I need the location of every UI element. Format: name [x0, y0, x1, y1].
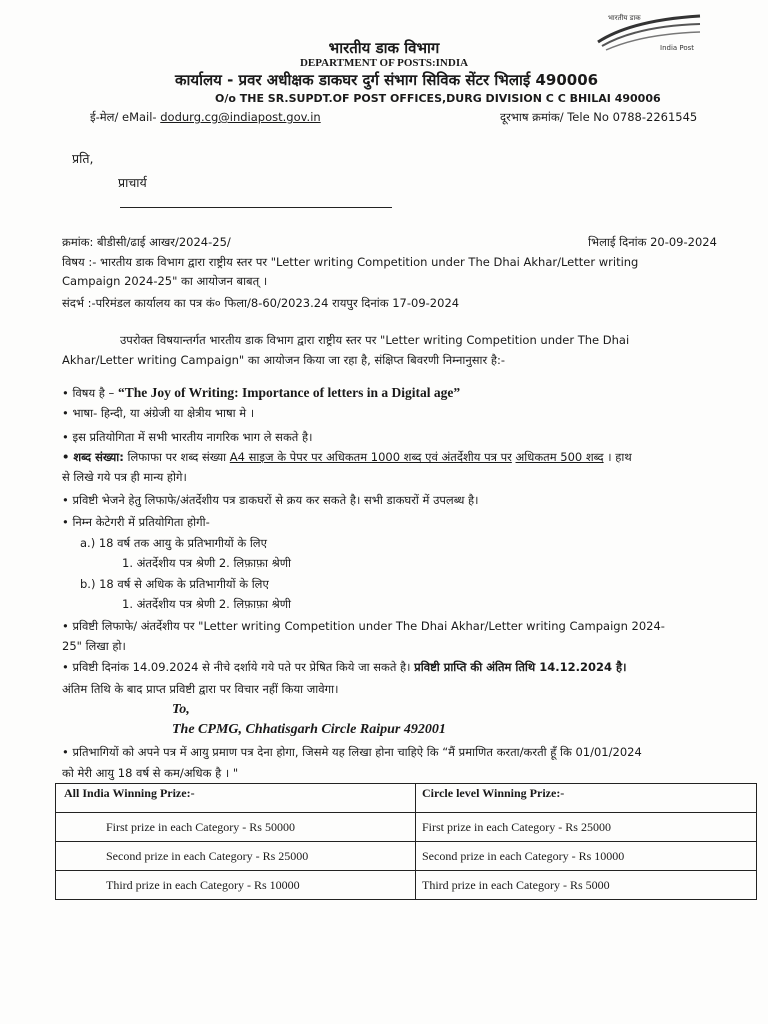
marking-line-2: 25" लिखा हो।	[62, 639, 126, 653]
letter-date: भिलाई दिनांक 20-09-2024	[588, 235, 717, 249]
email-row	[90, 110, 321, 125]
dates-line-2: अंतिम तिथि के बाद प्राप्त प्रविष्टी द्वारा पर विचार नहीं किया जावेगा।	[62, 682, 339, 696]
department-hindi-title: भारतीय डाक विभाग	[328, 39, 440, 57]
all-india-header: All India Winning Prize:-	[56, 784, 416, 813]
circle-second-prize: Second prize in each Category - Rs 10000	[416, 842, 757, 871]
category-a-items: 1. अंतर्देशीय पत्र श्रेणी 2. लिफ़ाफ़ा श्रेणी	[122, 556, 292, 570]
word-limit-line-2: से लिखे गये पत्र ही मान्य होगे।	[62, 470, 187, 484]
topic-title: “The Joy of Writing: Importance of letters in a Digital age”	[117, 385, 461, 400]
prati-label: प्रति,	[72, 151, 94, 166]
table-row	[56, 871, 757, 900]
category-b: b.) 18 वर्ष से अधिक के प्रतिभागीयों के लिए	[80, 577, 269, 591]
subject-line-1: विषय :- भारतीय डाक विभाग द्वारा राष्ट्रीय स्तर पर "Letter writing Competition under The Dhai Akhar/Letter writing	[62, 255, 639, 269]
department-english-title: DEPARTMENT OF POSTS:INDIA	[299, 57, 469, 69]
letter-number: क्रमांक: बीडीसी/ढाई आखर/2024-25/	[62, 235, 231, 249]
dates-point	[62, 660, 626, 675]
category-b-items: 1. अंतर्देशीय पत्र श्रेणी 2. लिफ़ाफ़ा श्रेणी	[122, 597, 292, 611]
word-limit-label: • शब्द संख्या:	[62, 450, 124, 464]
marking-line-1: • प्रविष्टी लिफाफे/ अंतर्देशीय पर "Letter writing Competition under The Dhai Akhar/Letter writing Campaign 2024-	[62, 619, 665, 633]
language-point: • भाषा- हिन्दी, या अंग्रेजी या क्षेत्रीय भाषा मे ।	[62, 406, 255, 420]
email-label: ई-मेल/ eMail-	[90, 110, 161, 124]
word-limit-point	[62, 450, 632, 465]
addressee-blank-line	[120, 207, 392, 208]
reference-line: संदर्भ :-परिमंडल कार्यालय का पत्र कं० फिला/8-60/2023.24 रायपुर दिनांक 17-09-2024	[62, 296, 460, 310]
topic-point	[62, 385, 460, 401]
age-line-1: • प्रतिभागियों को अपने पत्र में आयु प्रमाण पत्र देना होगा, जिसमे यह लिखा होना चाहिऐ कि “मैं प्रमाणित करता/करती हूँ कि 01/01/2024	[62, 745, 642, 759]
table-row	[56, 842, 757, 871]
categories-point: • निम्न केटेगरी में प्रतियोगिता होगी-	[62, 515, 210, 529]
circle-third-prize: Third prize in each Category - Rs 5000	[416, 871, 757, 900]
all-india-third-prize: Third prize in each Category - Rs 10000	[56, 871, 416, 900]
prize-table	[55, 783, 757, 900]
word-limit-d: अधिकतम 500 शब्द	[515, 450, 604, 464]
prize-table-header	[56, 784, 757, 813]
word-limit-a: लिफाफा पर शब्द संख्या	[123, 450, 230, 464]
dates-a: • प्रविष्टी दिनांक 14.09.2024 से नीचे दर्शाये गये पते पर प्रेषित किये जा सकते है।	[62, 660, 415, 674]
email-link[interactable]: dodurg.cg@indiapost.gov.in	[160, 110, 321, 124]
age-line-2: को मेरी आयु 18 वर्ष से कम/अधिक है । "	[62, 766, 239, 780]
envelope-point: • प्रविष्टी भेजने हेतु लिफाफे/अंतर्देशीय पत्र डाकघरों से क्रय कर सकते है। सभी डाकघरों में उपलब्ध है।	[62, 493, 479, 507]
to-label: To,	[172, 702, 190, 717]
intro-line-1: उपरोक्त विषयान्तर्गत भारतीय डाक विभाग द्वारा राष्ट्रीय स्तर पर "Letter writing Competition under The Dhai	[120, 333, 630, 347]
topic-prefix: • विषय है –	[62, 386, 118, 400]
word-limit-b: A4 साइज के पेपर पर अधिकतम 1000 शब्द एवं अंतर्देशीय पत्र पर	[229, 450, 512, 464]
cpmg-address: The CPMG, Chhatisgarh Circle Raipur 492001	[172, 722, 446, 737]
last-date: प्रविष्टी प्राप्ति की अंतिम तिथि 14.12.2024 है।	[414, 660, 627, 674]
logo-hindi-text: भारतीय डाक	[608, 14, 641, 22]
table-row	[56, 813, 757, 842]
phone-number: दूरभाष क्रमांक/ Tele No 0788-2261545	[500, 110, 698, 124]
subject-line-2: Campaign 2024-25" का आयोजन बाबत् ।	[62, 274, 268, 288]
category-a: a.) 18 वर्ष तक आयु के प्रतिभागीयों के लिए	[80, 536, 267, 550]
circle-level-header: Circle level Winning Prize:-	[416, 784, 757, 813]
office-hindi-title: कार्यालय - प्रवर अधीक्षक डाकघर दुर्ग संभाग सिविक सेंटर भिलाई 490006	[175, 71, 599, 89]
all-india-second-prize: Second prize in each Category - Rs 25000	[56, 842, 416, 871]
principal-label: प्राचार्य	[118, 175, 147, 190]
office-english-title: O/o THE SR.SUPDT.OF POST OFFICES,DURG DIVISION C C BHILAI 490006	[215, 92, 661, 105]
intro-line-2: Akhar/Letter writing Campaign" का आयोजन किया जा रहा है, संक्षिप्त बिवरणी निम्नानुसार है:-	[62, 353, 505, 367]
logo-english-text: India Post	[660, 44, 695, 52]
circle-first-prize: First prize in each Category - Rs 25000	[416, 813, 757, 842]
eligibility-point: • इस प्रतियोगिता में सभी भारतीय नागरिक भाग ले सकते है।	[62, 430, 313, 444]
word-limit-e: । हाथ	[603, 450, 632, 464]
all-india-first-prize: First prize in each Category - Rs 50000	[56, 813, 416, 842]
